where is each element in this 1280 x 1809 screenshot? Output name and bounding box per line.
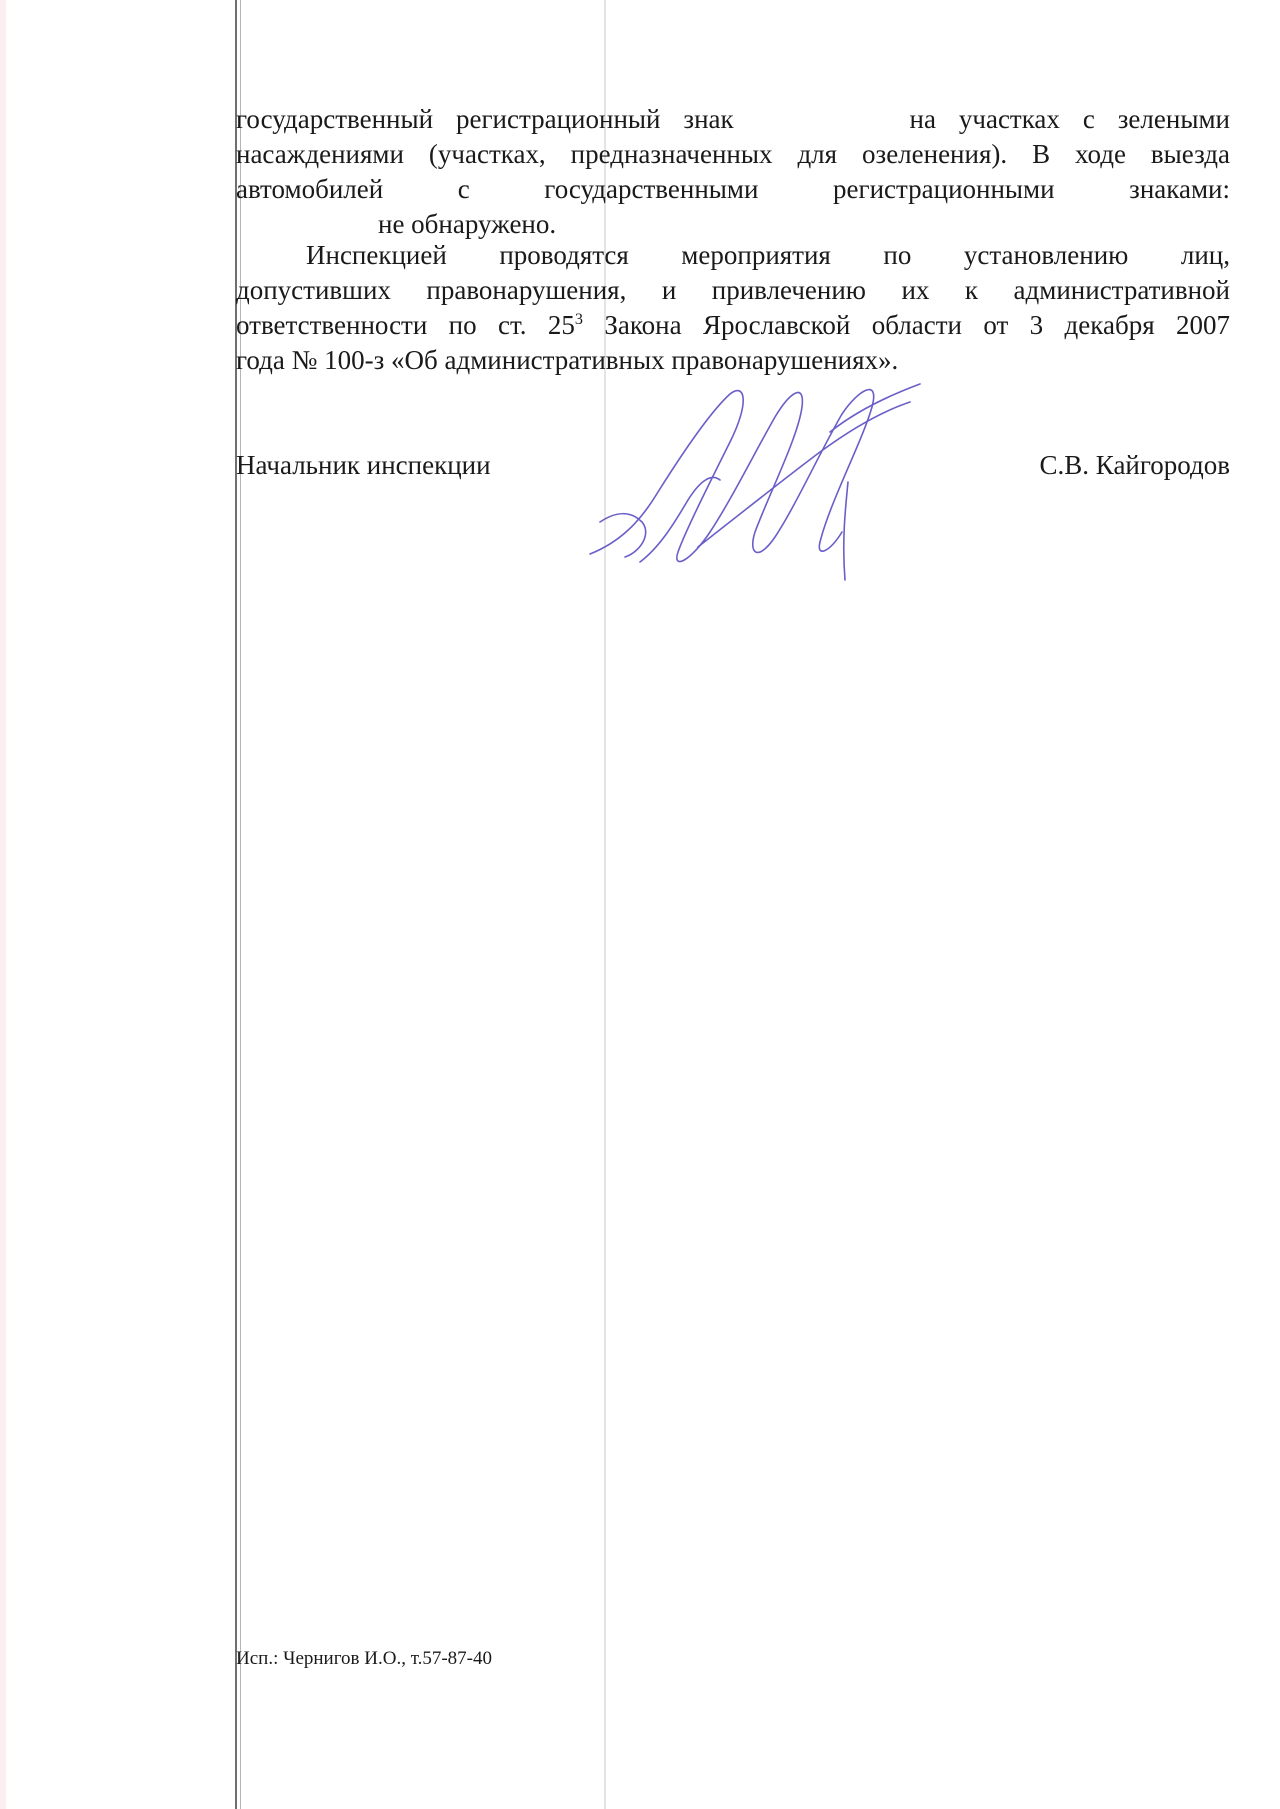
paragraph-line [236,308,1230,343]
paragraph-inspection-result [236,102,1230,242]
superscript: 3 [574,310,583,328]
paragraph-line: Инспекцией проводятся мероприятия по установлению лиц, [306,240,1230,270]
text-fragment: на участках с зелеными [909,104,1230,134]
text-fragment: государственный регистрационный знак [236,104,734,134]
scan-edge [0,0,6,1809]
text-fragment: ответственности по ст. 25 [236,310,575,340]
signatory-position: Начальник инспекции [236,450,491,480]
text-fragment: Закона Ярославской области от 3 декабря 2007 [583,310,1230,340]
paragraph-line: автомобилей с государственными регистрационными знаками: [236,174,1230,204]
executor-note: Исп.: Чернигов И.О., т.57-87-40 [236,1648,492,1669]
handwritten-signature [580,372,960,592]
signatory-name: С.В. Кайгородов [1039,450,1230,480]
paragraph-line [236,102,1230,137]
paragraph-line: допустивших правонарушения, и привлечению их к административной [236,275,1230,305]
paragraph-line: года № 100-з «Об административных правонарушениях». [236,345,899,375]
paragraph-line: не обнаружено. [378,209,557,239]
paragraph-measures [236,238,1230,378]
signature-strokes [590,384,920,580]
paragraph-line: насаждениями (участках, предназначенных для озеленения). В ходе выезда [236,139,1230,169]
